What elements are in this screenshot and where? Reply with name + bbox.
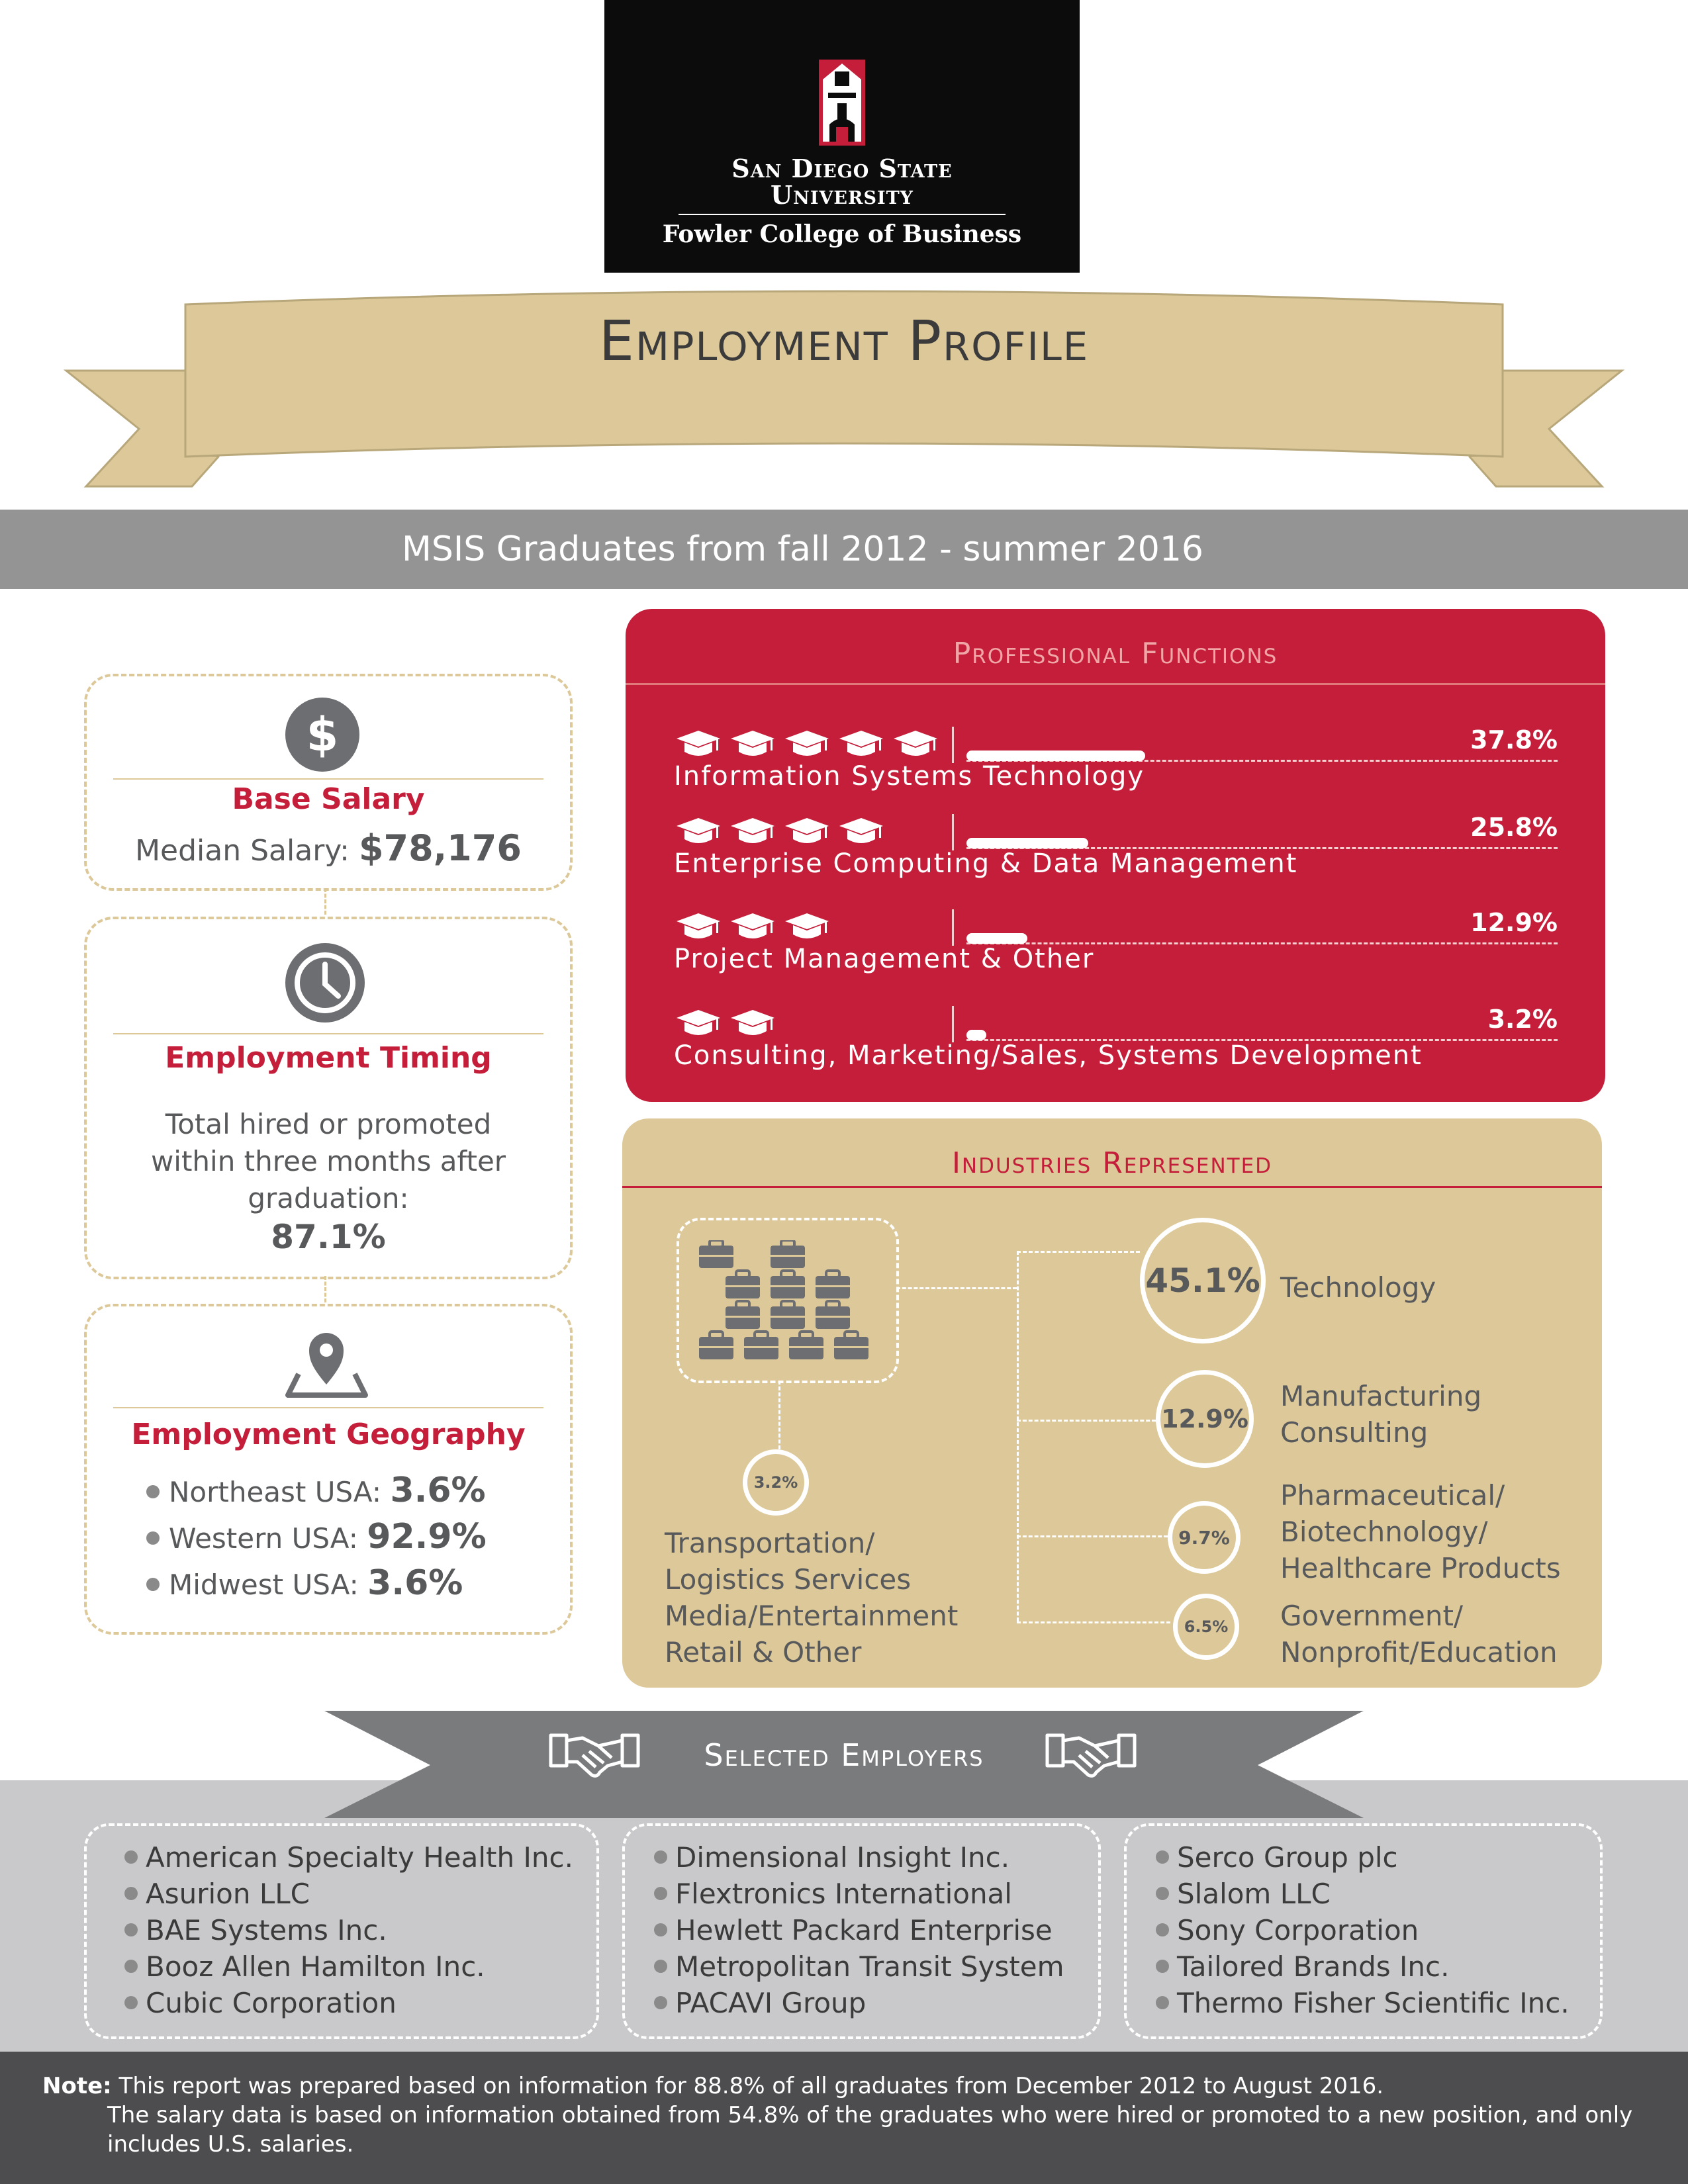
industry-circle: 45.1% (1140, 1218, 1266, 1343)
employer-name: Asurion LLC (146, 1878, 310, 1910)
note-line2: The salary data is based on information obtained from 54.8% of the graduates who were hired or promoted to a new position, and only (107, 2102, 1633, 2128)
industries-icon-box (677, 1218, 899, 1383)
bullet-icon (654, 1996, 667, 2009)
timing-line2: within three months after (150, 1145, 506, 1177)
employer-name: BAE Systems Inc. (146, 1914, 387, 1946)
employer-item (124, 1987, 397, 2019)
employers-title: Selected Employers (704, 1737, 984, 1773)
timing-line1: Total hired or promoted (165, 1108, 492, 1140)
note-label: Note: (42, 2073, 112, 2099)
graduation-cap-icons (675, 729, 939, 762)
connector-line (896, 1287, 1017, 1289)
employer-item (1156, 1841, 1398, 1874)
graduation-cap-icon (729, 1009, 776, 1039)
panel-divider (626, 683, 1605, 685)
bullet-icon (654, 1887, 667, 1900)
card-divider (113, 778, 543, 780)
timing-value: 87.1% (271, 1218, 386, 1256)
industry-label (1280, 1598, 1558, 1670)
employment-geography-card (84, 1304, 573, 1635)
employer-item (654, 1914, 1053, 1946)
panel-divider (622, 1186, 1602, 1188)
function-percent: 25.8% (1470, 813, 1558, 842)
median-salary-label: Median Salary: (135, 834, 350, 868)
employer-item (124, 1878, 310, 1910)
graduation-cap-icon (729, 817, 776, 847)
graduation-cap-icon (838, 817, 884, 847)
note-text: This report was prepared based on information for 88.8% of all graduates from December 2012 to August 2016. (118, 2073, 1384, 2099)
bullet-icon (124, 1923, 138, 1936)
employer-item (124, 1841, 573, 1874)
professional-functions-title: Professional Functions (953, 637, 1278, 670)
logo-divider (679, 214, 1006, 215)
handshake-icon (1045, 1729, 1137, 1782)
card-connector (324, 1276, 326, 1302)
graduation-cap-icon (675, 729, 722, 760)
bullet-icon (146, 1578, 160, 1591)
industry-label-line: Pharmaceutical/ (1280, 1479, 1505, 1512)
note-line1 (42, 2073, 1383, 2099)
bullet-icon (1156, 1850, 1169, 1864)
bullet-icon (146, 1485, 160, 1498)
graduation-cap-icons (675, 817, 884, 850)
geo-item (146, 1471, 486, 1510)
graduation-cap-icon (784, 817, 830, 847)
bullet-icon (1156, 1887, 1169, 1900)
graduation-cap-icon (675, 817, 722, 847)
industry-label-line: Government/ (1280, 1600, 1464, 1632)
graduation-cap-icon (729, 912, 776, 942)
row-separator (952, 1006, 954, 1042)
industry-label-line: Media/Entertainment (665, 1600, 959, 1632)
base-salary-card (84, 674, 573, 891)
employer-name: Sony Corporation (1177, 1914, 1419, 1946)
median-salary (87, 827, 570, 870)
svg-text:$: $ (306, 707, 339, 762)
function-bar (966, 933, 1027, 944)
industry-label-line: Retail & Other (665, 1636, 862, 1668)
employer-item (1156, 1914, 1419, 1946)
industries-title: Industries Represented (951, 1146, 1273, 1180)
employment-geography-title: Employment Geography (131, 1418, 526, 1451)
row-separator (952, 727, 954, 763)
card-divider (113, 1407, 543, 1408)
employer-name: Metropolitan Transit System (675, 1950, 1064, 1983)
industry-label-line: Transportation/ (665, 1527, 875, 1559)
employer-name: American Specialty Health Inc. (146, 1841, 573, 1874)
function-label: Enterprise Computing & Data Management (674, 848, 1298, 879)
function-label: Project Management & Other (674, 944, 1095, 974)
function-percent: 37.8% (1470, 725, 1558, 754)
function-bar (966, 751, 1145, 761)
employer-item (1156, 1987, 1570, 2019)
geo-value: 92.9% (367, 1517, 487, 1557)
card-connector (324, 888, 326, 915)
employer-name: Thermo Fisher Scientific Inc. (1177, 1987, 1570, 2019)
employer-item (1156, 1878, 1331, 1910)
industry-label-line: Technology (1280, 1271, 1436, 1304)
industry-circle: 9.7% (1168, 1501, 1241, 1574)
bullet-icon (124, 1960, 138, 1973)
employer-name: Hewlett Packard Enterprise (675, 1914, 1053, 1946)
sdsu-tower-seal-icon (819, 60, 865, 146)
employer-item (1156, 1950, 1449, 1983)
graduation-cap-icons (675, 912, 830, 945)
graduation-cap-icon (838, 729, 884, 760)
bullet-icon (1156, 1960, 1169, 1973)
college-name: Fowler College of Business (662, 220, 1022, 248)
clock-icon (283, 940, 367, 1025)
industry-label-line: Biotechnology/ (1280, 1516, 1488, 1548)
function-percent: 12.9% (1470, 908, 1558, 937)
connector-line (1017, 1621, 1170, 1623)
function-bar (966, 1030, 986, 1040)
row-separator (952, 814, 954, 850)
base-salary-title: Base Salary (232, 782, 425, 816)
geo-item (146, 1563, 463, 1603)
function-percent: 3.2% (1487, 1005, 1558, 1034)
industry-label-line: Nonprofit/Education (1280, 1636, 1558, 1668)
geo-value: 3.6% (367, 1563, 463, 1603)
bullet-icon (124, 1887, 138, 1900)
employer-item (124, 1950, 485, 1983)
function-bar (966, 838, 1088, 848)
employer-item (654, 1987, 866, 2019)
employment-timing-card (84, 917, 573, 1279)
employer-name: Serco Group plc (1177, 1841, 1398, 1874)
graduation-cap-icon (729, 729, 776, 760)
employer-name: Tailored Brands Inc. (1177, 1950, 1450, 1983)
industry-circle: 3.2% (743, 1449, 809, 1516)
graduation-cap-icon (675, 912, 722, 942)
bullet-icon (654, 1850, 667, 1864)
industry-label-line: Healthcare Products (1280, 1552, 1561, 1584)
industry-label (1280, 1269, 1436, 1306)
geo-label: Midwest USA: (169, 1569, 359, 1601)
employer-name: PACAVI Group (675, 1987, 867, 2019)
geo-value: 3.6% (390, 1471, 486, 1510)
graduation-cap-icons (675, 1009, 776, 1042)
bullet-icon (1156, 1996, 1169, 2009)
employer-item (654, 1950, 1064, 1983)
function-label: Consulting, Marketing/Sales, Systems Development (674, 1040, 1423, 1071)
map-pin-icon (285, 1326, 368, 1399)
median-salary-value: $78,176 (358, 827, 522, 869)
bullet-icon (1156, 1923, 1169, 1936)
bullet-icon (654, 1923, 667, 1936)
employer-name: Flextronics International (675, 1878, 1012, 1910)
industry-circle: 6.5% (1173, 1594, 1239, 1660)
industry-label (1280, 1477, 1561, 1586)
geo-item (146, 1517, 487, 1557)
graduation-cap-icon (892, 729, 939, 760)
industry-label-line: Logistics Services (665, 1563, 912, 1596)
handshake-icon (548, 1729, 641, 1782)
connector-line (1017, 1535, 1168, 1537)
timing-line3: graduation: (248, 1182, 409, 1214)
page-subtitle: MSIS Graduates from fall 2012 - summer 2016 (401, 529, 1203, 569)
industry-label (1280, 1378, 1481, 1451)
industry-label (665, 1525, 958, 1670)
geo-label: Northeast USA: (169, 1476, 382, 1508)
industry-label-line: Manufacturing (1280, 1380, 1482, 1412)
industry-label-line: Consulting (1280, 1416, 1429, 1449)
note-line3: includes U.S. salaries. (107, 2131, 354, 2158)
briefcase-pyramid-icon (699, 1240, 876, 1359)
employer-item (124, 1914, 387, 1946)
university-name-line1: San Diego State (731, 154, 953, 183)
employer-name: Cubic Corporation (146, 1987, 397, 2019)
graduation-cap-icon (675, 1009, 722, 1039)
bullet-icon (146, 1531, 160, 1545)
employer-name: Dimensional Insight Inc. (675, 1841, 1010, 1874)
row-separator (952, 909, 954, 946)
connector-line (1017, 1420, 1156, 1422)
industry-circle: 12.9% (1156, 1370, 1254, 1468)
bullet-icon (124, 1850, 138, 1864)
employer-name: Booz Allen Hamilton Inc. (146, 1950, 485, 1983)
employer-item (654, 1841, 1009, 1874)
dollar-icon (283, 695, 362, 774)
page-title: Employment Profile (598, 308, 1090, 373)
graduation-cap-icon (784, 729, 830, 760)
employment-timing-title: Employment Timing (165, 1041, 492, 1075)
graduation-cap-icon (784, 912, 830, 942)
university-name-line2: University (771, 180, 914, 210)
bullet-icon (654, 1960, 667, 1973)
connector-line (778, 1381, 780, 1449)
employer-item (654, 1878, 1012, 1910)
geo-label: Western USA: (169, 1522, 358, 1555)
university-logo (604, 0, 1080, 273)
employer-name: Slalom LLC (1177, 1878, 1331, 1910)
connector-line (1017, 1251, 1019, 1621)
connector-line (1017, 1251, 1140, 1253)
function-label: Information Systems Technology (674, 761, 1145, 792)
bullet-icon (124, 1996, 138, 2009)
card-divider (113, 1033, 543, 1034)
